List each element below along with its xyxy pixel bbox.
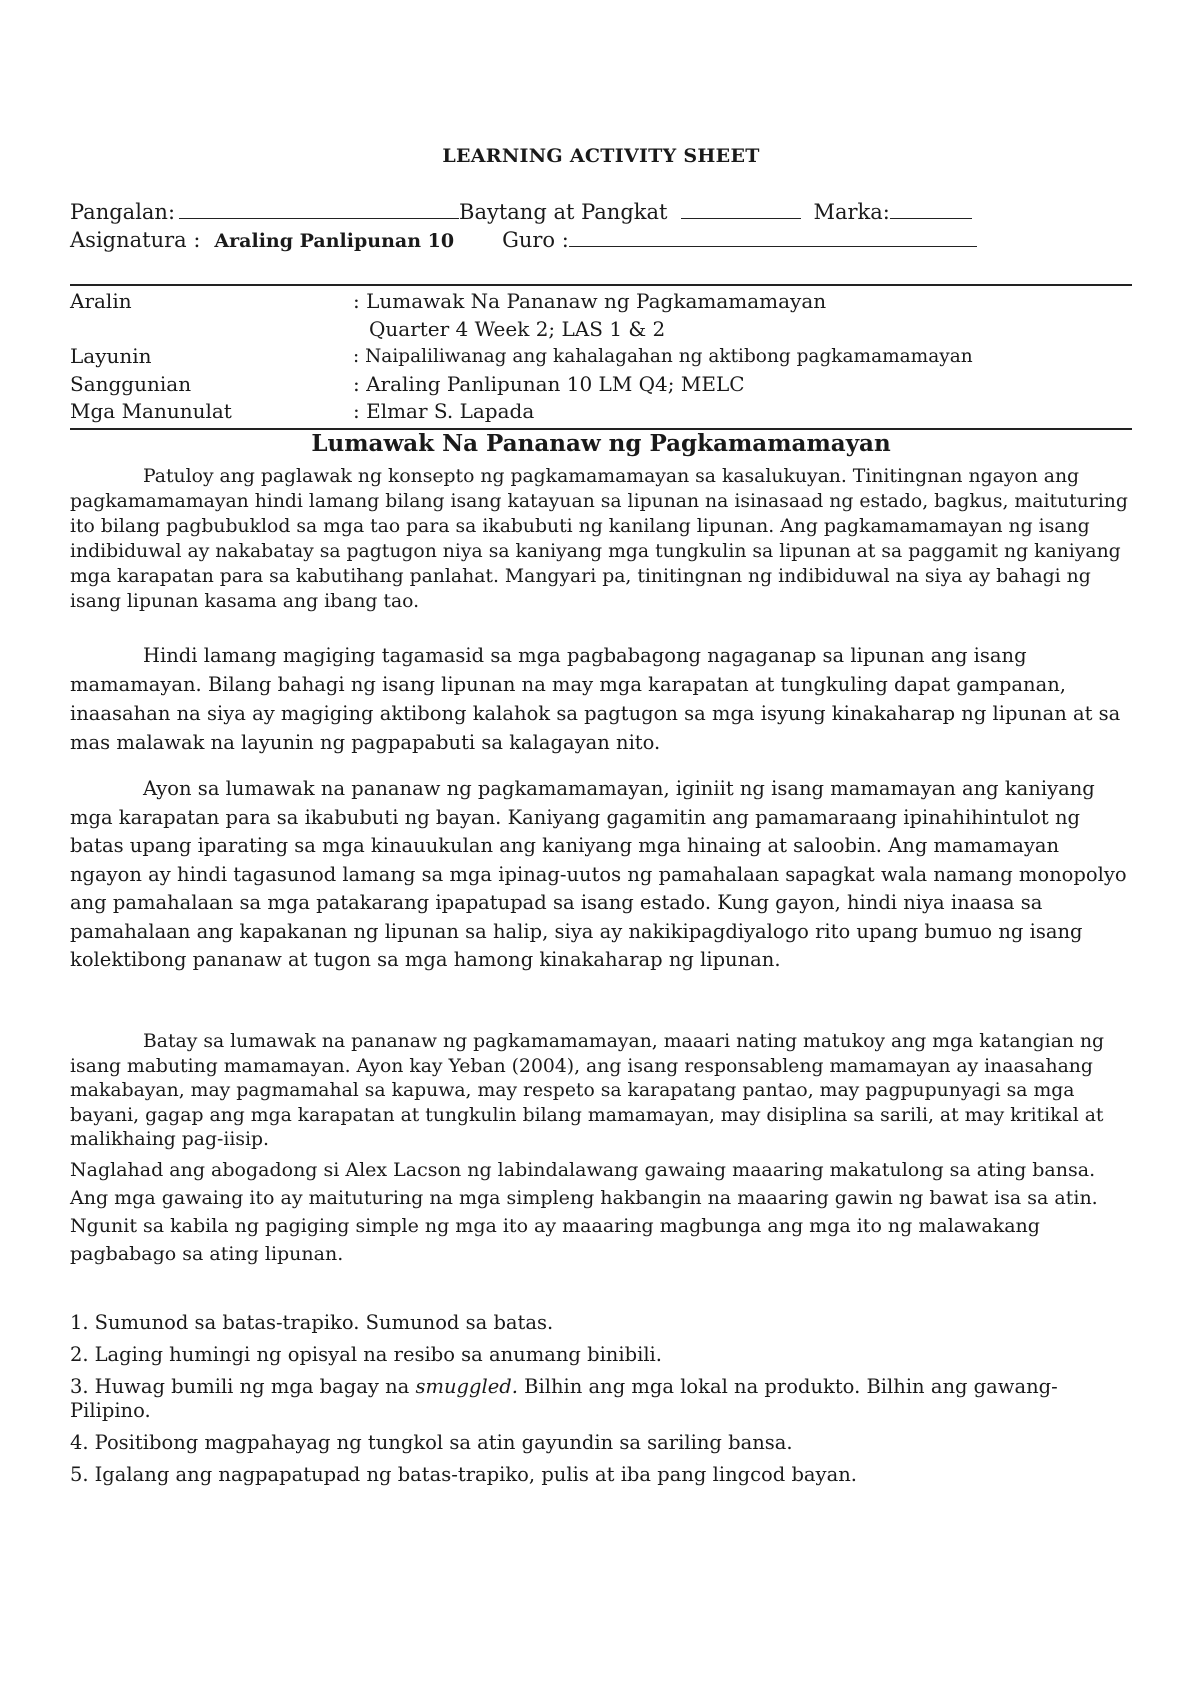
civic-actions-list [70,1311,1132,1495]
list-number: 1. [70,1311,89,1334]
sheet-title: LEARNING ACTIVITY SHEET [442,145,760,167]
reference-row [70,371,1132,399]
teacher-field[interactable] [569,228,977,247]
name-label: Pangalan: [70,200,176,224]
lesson-value: : Lumawak Na Pananaw ng Pagkamamamayan [353,289,827,313]
list-item [70,1311,1132,1335]
list-item [70,1375,1132,1423]
list-number: 2. [70,1343,89,1366]
student-info-row [70,200,972,224]
lesson-row-continued [70,316,1132,344]
subject-label: Asignatura : [70,228,201,252]
lesson-row [70,288,1132,316]
list-number: 5. [70,1463,89,1486]
list-text: Bilhin ang mga lokal na produkto. Bilhin ang gawang-Pilipino. [70,1375,1058,1422]
paragraph-2: Hindi lamang magiging tagamasid sa mga pagbabagong nagaganap sa lipunan ang isang mamamayan. Bilang bahagi ng isang lipunan na may mga karapatan at tungkuling dapat gampanan, inaasahan na siya ay magiging aktibong kalahok sa pagtugon sa mga isyung kinakaharap ng lipunan at sa mas malawak na layunin ng pagpapabuti sa kalagayan nito. [70,644,1121,754]
authors-value: : Elmar S. Lapada [353,399,535,423]
paragraph-3: Ayon sa lumawak na pananaw ng pagkamamamayan, iginiit ng isang mamamayan ang kaniyang mga karapatan para sa ikabubuti ng bayan. Kaniyang gagamitin ang pamamaraang ipinahihintulot ng batas upang iparating sa mga kinauukulan ang kaniyang mga hinaing at saloobin. Ang mamamayan ngayon ay hindi tagasunod lamang sa mga ipinag-uutos ng pamahalaan sapagkat wala namang monopolyo ang pamahalaan sa mga patakarang ipapatupad sa isang estado. Kung gayon, hindi niya inaasa sa pamahalaan ang kapakanan ng lipunan sa halip, siya ay nakikipagdiyalogo rito upang bumuo ng isang kolektibong pananaw at tugon sa mga hamong kinakaharap ng lipunan. [70,777,1127,971]
lesson-label: Aralin [70,289,132,313]
score-label: Marka: [813,200,890,224]
name-field[interactable] [179,200,459,219]
subject-value: Araling Panlipunan 10 [214,230,455,252]
list-text-italic: smuggled. [415,1375,518,1398]
subject-info-row [70,228,977,252]
objective-label: Layunin [70,344,152,368]
list-text: Sumunod sa batas-trapiko. Sumunod sa batas. [94,1311,554,1334]
paragraph-5: Naglahad ang abogadong si Alex Lacson ng labindalawang gawaing maaaring makatulong sa ating bansa. Ang mga gawaing ito ay maituturing na mga simpleng hakbangin na maaaring gawin ng bawat isa sa atin. Ngunit sa kabila ng pagiging simple ng mga ito ay maaaring magbunga ang mga ito ng malawakang pagbabago sa ating lipunan. [70,1159,1098,1265]
lesson-info-table [70,288,1132,426]
score-field[interactable] [890,200,972,219]
paragraph-1: Patuloy ang paglawak ng konsepto ng pagkamamamayan sa kasalukuyan. Tinitingnan ngayon ang pagkamamamayan hindi lamang bilang isang katayuan sa lipunan na isinasaad ng estado, bagkus, maituturing ito bilang pagbubuklod sa mga tao para sa ikabubuti ng kanilang lipunan. Ang pagkamamamayan ng isang indibiduwal ay nakabatay sa pagtugon niya sa kaniyang mga tungkulin sa lipunan at sa paggamit ng kaniyang mga karapatan para sa kabutihang panlahat. Mangyari pa, tinitingnan ng indibiduwal na siya ay bahagi ng isang lipunan kasama ang ibang tao. [70,466,1128,612]
teacher-label: Guro : [502,228,569,252]
list-item [70,1343,1132,1367]
authors-row [70,398,1132,426]
list-item [70,1463,1132,1487]
list-text: Huwag bumili ng mga bagay na [94,1375,410,1398]
list-text: Igalang ang nagpapatupad ng batas-trapiko, pulis at iba pang lingcod bayan. [94,1463,857,1486]
paragraph-4: Batay sa lumawak na pananaw ng pagkamamamayan, maaari nating matukoy ang mga katangian ng isang mabuting mamamayan. Ayon kay Yeban (2004), ang isang responsableng mamamayan ay inaasahang makabayan, may pagmamahal sa kapuwa, may respeto sa karapatang pantao, may pagpupunyagi sa mga bayani, gagap ang mga karapatan at tungkulin bilang mamamayan, may disiplina sa sarili, at may kritikal at malikhaing pag-iisip. [70,1031,1105,1150]
list-text: Laging humingi ng opisyal na resibo sa anumang binibili. [94,1343,662,1366]
grade-section-field[interactable] [681,200,801,219]
objective-row [70,343,1132,371]
list-number: 4. [70,1431,89,1454]
lesson-title: Lumawak Na Pananaw ng Pagkamamamayan [311,430,891,457]
list-text: Positibong magpahayag ng tungkol sa atin gayundin sa sariling bansa. [94,1431,793,1454]
list-item [70,1431,1132,1455]
grade-section-label: Baytang at Pangkat [459,200,668,224]
info-top-rule [70,284,1132,286]
reference-label: Sanggunian [70,371,192,396]
authors-label: Mga Manunulat [70,399,232,423]
lesson-quarter-week: Quarter 4 Week 2; LAS 1 & 2 [369,316,666,341]
list-number: 3. [70,1375,89,1398]
reference-value: : Araling Panlipunan 10 LM Q4; MELC [353,371,745,396]
objective-value: : Naipaliliwanag ang kahalagahan ng aktibong pagkamamamayan [353,346,973,367]
